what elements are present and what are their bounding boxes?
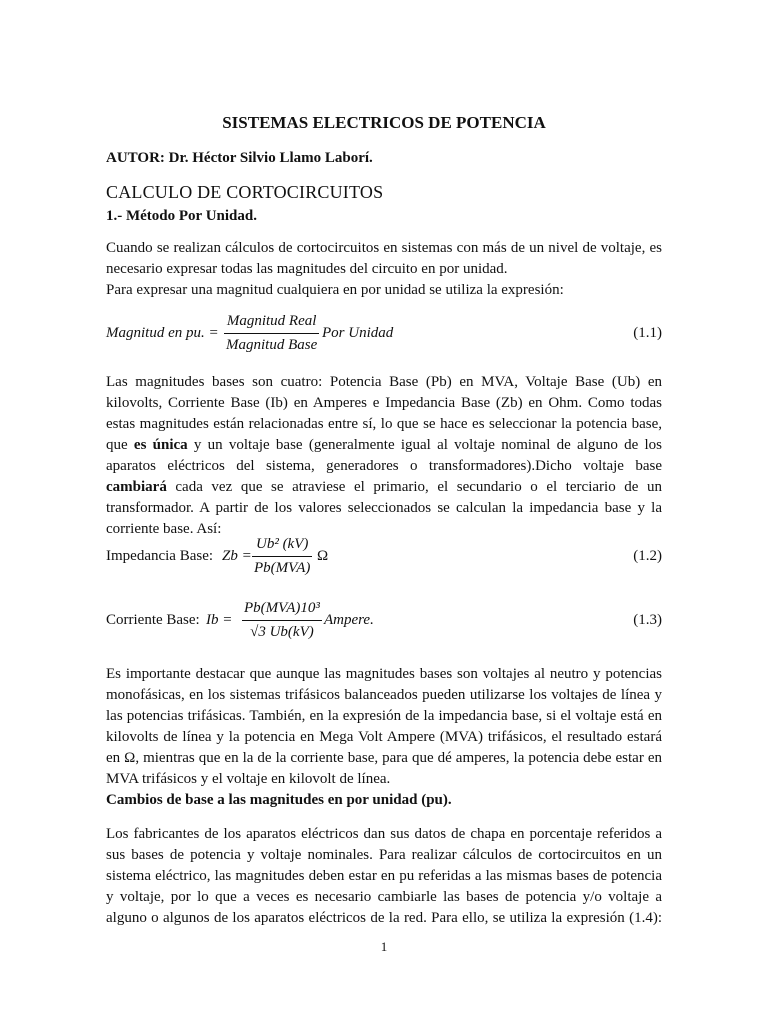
text-line: corriente base. Así: <box>106 521 222 537</box>
paragraph-base-change <box>106 824 662 929</box>
equation-1-3 <box>106 598 662 642</box>
equation-1-2 <box>106 534 662 578</box>
equation-lhs: Magnitud en pu. = <box>106 325 219 341</box>
paragraph-bases <box>106 372 662 540</box>
section-heading: Cambios de base a las magnitudes en por unidad (pu). <box>106 792 452 808</box>
bold-text: es única <box>133 437 188 453</box>
equation-lhs: Zb = <box>222 548 252 564</box>
fraction-denominator: Pb(MVA) <box>254 560 311 576</box>
text-line: Para expresar una magnitud cualquiera en por unidad se utiliza la expresión: <box>106 282 564 298</box>
text-line: Cuando se realizan cálculos de cortocircuitos en sistemas con más de un nivel de voltaje, es <box>106 240 662 256</box>
fraction-numerator: Pb(MVA)10³ <box>242 598 322 621</box>
paragraph-intro <box>106 238 662 301</box>
text-line: kilovolts de línea y la potencia en Mega Volt Ampere (MVA) trifásicos, el resultado estará <box>106 729 662 745</box>
text-line: sistema eléctrico, las magnitudes deben estar en pu referidas a las mismas bases de potencia <box>106 868 662 884</box>
text-line: MVA trifásicos y el voltaje en kilovolt de línea. <box>106 771 391 787</box>
text-line: y voltaje, por lo que a veces es necesario cambiarle las bases de potencia y/o voltaje a <box>106 889 662 905</box>
equation-rhs: Ω <box>317 548 329 564</box>
text-line <box>106 477 662 498</box>
author-line: AUTOR: Dr. Héctor Silvio Llamo Laborí. <box>106 150 373 166</box>
paragraph-notes <box>106 664 662 790</box>
fraction-denominator: √3 Ub(kV) <box>250 624 314 640</box>
text-line: aparatos eléctricos del sistema, generadores o transformadores).Dicho voltaje base <box>106 458 662 474</box>
text-line: estas magnitudes están relacionadas entre sí, lo que se hace es seleccionar la potencia base, <box>106 416 662 432</box>
equation-rhs: Por Unidad <box>322 325 394 341</box>
text-line: Los fabricantes de los aparatos eléctricos dan sus datos de chapa en porcentaje referidos a <box>106 826 662 842</box>
text-line: kilovolts, Corriente Base (Ib) en Amperes e Impedancia Base (Zb) en Ohm. Como todas <box>106 395 662 411</box>
section-title: CALCULO DE CORTOCIRCUITOS <box>106 182 384 202</box>
text-fragment: que <box>106 437 134 453</box>
fraction-numerator: Magnitud Real <box>224 311 319 334</box>
page-number: 1 <box>380 939 388 954</box>
text-line: alguno o algunos de los aparatos eléctricos de la red. Para ello, se utiliza la expresión (1.4): <box>106 910 662 926</box>
equation-label: Corriente Base: <box>106 612 200 628</box>
equation-number: (1.2) <box>633 548 662 564</box>
text-line: Las magnitudes bases son cuatro: Potencia Base (Pb) en MVA, Voltaje Base (Ub) en <box>106 374 662 390</box>
equation-lhs: Ib = <box>206 612 233 628</box>
text-line: monofásicas, en los sistemas trifásicos balanceados pueden utilizarse los voltajes de línea y <box>106 687 662 703</box>
text-fragment: cada vez que se atraviese el primario, el secundario o el terciario de un <box>166 479 662 495</box>
equation-1-1 <box>106 311 662 355</box>
equation-number: (1.1) <box>633 325 662 341</box>
equation-rhs: Ampere. <box>324 612 374 628</box>
text-line: las potencias trifásicas. También, en la expresión de la impedancia base, si el voltaje está en <box>106 708 662 724</box>
equation-number: (1.3) <box>633 612 662 628</box>
bold-text: cambiará <box>106 479 167 495</box>
text-line: necesario expresar todas las magnitudes del circuito en por unidad. <box>106 261 508 277</box>
text-fragment: y un voltaje base (generalmente igual al voltaje nominal de alguno de los <box>187 437 662 453</box>
document-title: SISTEMAS ELECTRICOS DE POTENCIA <box>222 113 546 132</box>
equation-label: Impedancia Base: <box>106 548 214 564</box>
text-line: en Ω, mientras que en la de la corriente base, para que dé amperes, la potencia debe estar en <box>106 750 662 766</box>
fraction-denominator: Magnitud Base <box>226 337 318 353</box>
text-line: Es importante destacar que aunque las magnitudes bases son voltajes al neutro y potencias <box>106 666 662 682</box>
equation-fraction <box>242 598 322 643</box>
equation-fraction <box>252 534 312 579</box>
equation-fraction <box>224 311 319 356</box>
fraction-numerator: Ub² (kV) <box>252 534 312 557</box>
text-line: transformador. A partir de los valores seleccionados se calculan la impedancia base y la <box>106 500 662 516</box>
text-line: sus bases de potencia y voltaje nominales. Para realizar cálculos de cortocircuitos en un <box>106 847 662 863</box>
subsection-title: 1.- Método Por Unidad. <box>106 208 257 224</box>
text-line <box>106 435 662 456</box>
